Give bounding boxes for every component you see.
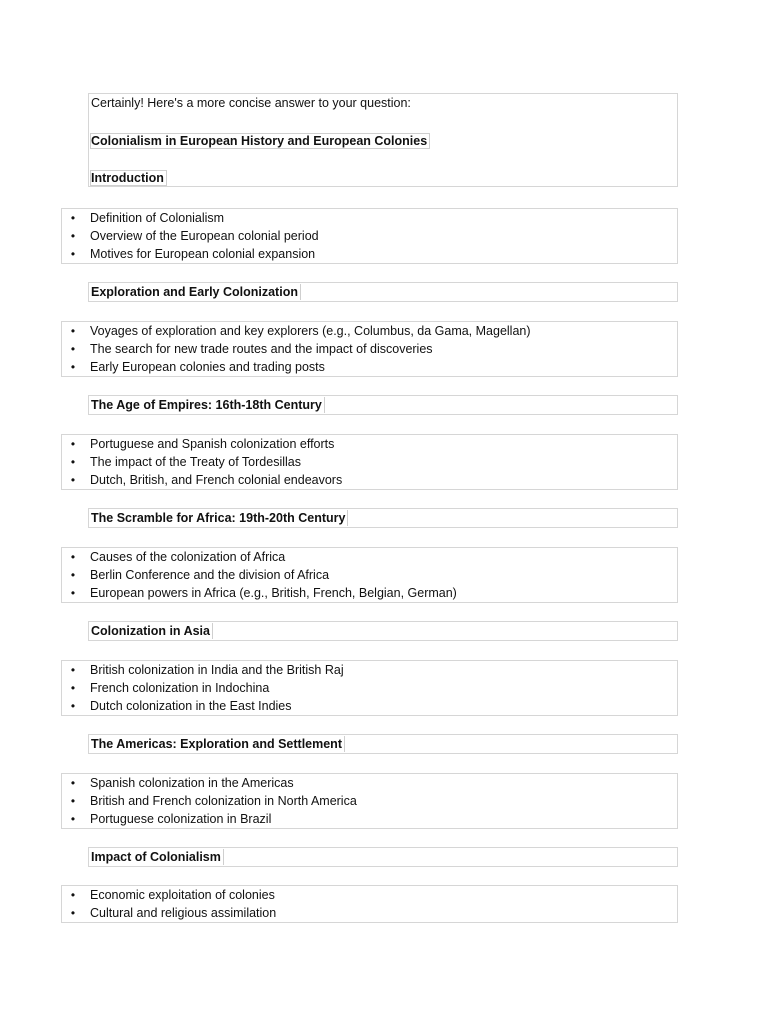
section-heading-impact [88, 847, 678, 867]
list-item [62, 340, 677, 358]
bullet-icon: • [70, 437, 76, 451]
list-item [62, 227, 677, 245]
bullet-icon: • [70, 681, 76, 695]
list-item-text: Portuguese colonization in Brazil [90, 812, 272, 826]
list-item [62, 774, 677, 792]
bullet-icon: • [70, 360, 76, 374]
section-list-impact [61, 885, 678, 923]
section-list-introduction [61, 208, 678, 264]
list-item-text: Voyages of exploration and key explorers (e.g., Columbus, da Gama, Magellan) [90, 324, 531, 338]
section-heading-age-of-empires [88, 395, 678, 415]
bullet-icon: • [70, 550, 76, 564]
list-item [62, 584, 677, 602]
section-list-colonization-in-asia [61, 660, 678, 716]
bullet-icon: • [70, 663, 76, 677]
section-heading-text: The Americas: Exploration and Settlement [91, 736, 345, 752]
bullet-icon: • [70, 324, 76, 338]
section-heading-text: The Age of Empires: 16th-18th Century [91, 397, 325, 413]
bullet-icon: • [70, 247, 76, 261]
list-item [62, 245, 677, 263]
list-item [62, 810, 677, 828]
bullet-icon: • [70, 211, 76, 225]
section-list-exploration [61, 321, 678, 377]
document-title-text: Colonialism in European History and European Colonies [91, 134, 428, 148]
list-item-text: Cultural and religious assimilation [90, 906, 277, 920]
section-heading-text: The Scramble for Africa: 19th-20th Century [91, 510, 348, 526]
list-item-text: British and French colonization in North America [90, 794, 357, 808]
section-heading-text: Impact of Colonialism [91, 849, 224, 865]
list-item [62, 904, 677, 922]
list-item-text: Causes of the colonization of Africa [90, 550, 286, 564]
section-heading-americas [88, 734, 678, 754]
section-list-scramble-for-africa [61, 547, 678, 603]
section-heading-colonization-in-asia [88, 621, 678, 641]
bullet-icon: • [70, 568, 76, 582]
list-item-text: Early European colonies and trading posts [90, 360, 325, 374]
bullet-icon: • [70, 586, 76, 600]
bullet-icon: • [70, 455, 76, 469]
list-item-text: British colonization in India and the British Raj [90, 663, 344, 677]
section-list-age-of-empires [61, 434, 678, 490]
list-item [62, 548, 677, 566]
list-item-text: Overview of the European colonial period [90, 229, 319, 243]
list-item-text: Portuguese and Spanish colonization efforts [90, 437, 335, 451]
bullet-icon: • [70, 888, 76, 902]
list-item [62, 566, 677, 584]
list-item-text: European powers in Africa (e.g., British, French, Belgian, German) [90, 586, 457, 600]
list-item [62, 697, 677, 715]
list-item [62, 435, 677, 453]
bullet-icon: • [70, 229, 76, 243]
list-item [62, 661, 677, 679]
list-item-text: The impact of the Treaty of Tordesillas [90, 455, 301, 469]
intro-lead: Certainly! Here's a more concise answer to your question: [91, 96, 411, 110]
list-item [62, 886, 677, 904]
list-item [62, 792, 677, 810]
introduction-heading [91, 169, 166, 187]
document-title [91, 132, 429, 150]
bullet-icon: • [70, 342, 76, 356]
bullet-icon: • [70, 906, 76, 920]
list-item-text: French colonization in Indochina [90, 681, 270, 695]
bullet-icon: • [70, 473, 76, 487]
list-item-text: Definition of Colonialism [90, 211, 225, 225]
list-item [62, 679, 677, 697]
list-item [62, 471, 677, 489]
list-item [62, 358, 677, 376]
list-item-text: Economic exploitation of colonies [90, 888, 275, 902]
bullet-icon: • [70, 812, 76, 826]
list-item-text: Dutch colonization in the East Indies [90, 699, 292, 713]
list-item-text: Berlin Conference and the division of Africa [90, 568, 330, 582]
section-heading-text: Exploration and Early Colonization [91, 284, 301, 300]
list-item-text: The search for new trade routes and the impact of discoveries [90, 342, 433, 356]
bullet-icon: • [70, 699, 76, 713]
section-heading-exploration [88, 282, 678, 302]
list-item [62, 209, 677, 227]
introduction-heading-text: Introduction [91, 171, 164, 185]
list-item-text: Dutch, British, and French colonial endeavors [90, 473, 343, 487]
section-heading-text: Colonization in Asia [91, 623, 213, 639]
section-heading-scramble-for-africa [88, 508, 678, 528]
section-list-americas [61, 773, 678, 829]
bullet-icon: • [70, 794, 76, 808]
list-item [62, 453, 677, 471]
list-item-text: Motives for European colonial expansion [90, 247, 316, 261]
bullet-icon: • [70, 776, 76, 790]
list-item-text: Spanish colonization in the Americas [90, 776, 294, 790]
list-item [62, 322, 677, 340]
